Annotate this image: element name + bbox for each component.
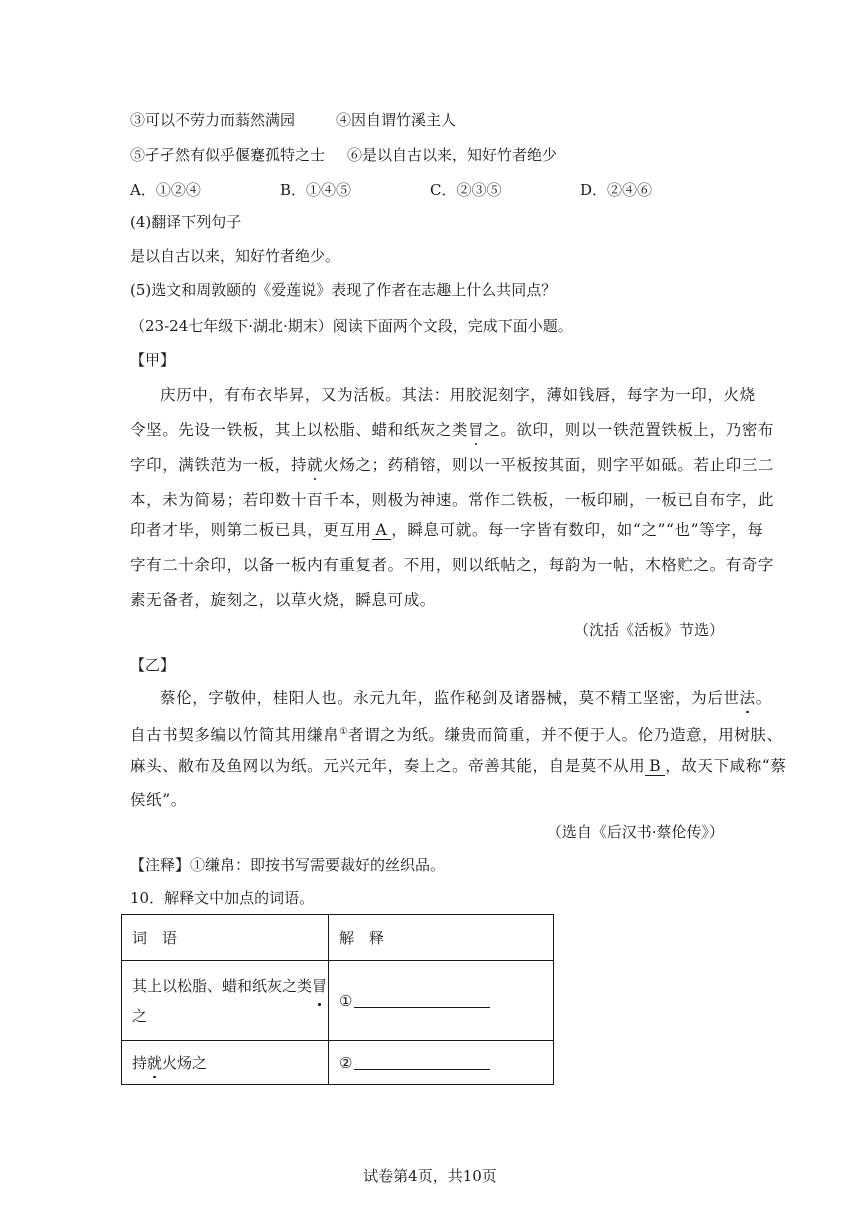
blank-b: B (645, 757, 665, 776)
choice-b[interactable]: B．①④⑤ (280, 181, 352, 199)
option-line-3: ③可以不劳力而蓊然满园 (130, 111, 296, 129)
passage-jia-line-6: 字有二十余印，以备一板内有重复者。不用，则以纸帖之，每韵为一帖，木格贮之。有奇字 (130, 556, 775, 574)
passage-yi-source: （选自《后汉书·蔡伦传》） (546, 823, 724, 841)
answer-cell-2[interactable]: ② (329, 1041, 554, 1085)
note-marker: ① (339, 727, 348, 737)
header-explain: 解 释 (329, 915, 554, 961)
header-term: 词 语 (122, 915, 329, 961)
option-line-4: ④因自谓竹溪主人 (336, 111, 457, 129)
passage-yi-label: 【乙】 (130, 656, 176, 674)
page-footer: 试卷第4页，共10页 (363, 1167, 497, 1185)
passage-jia-line-5: 印者才毕，则第二板已具，更互用 A ，瞬息可就。每一字皆有数印，如“之”“也”等字，每 (130, 521, 764, 539)
passage-yi-line-2: 自古书契多编以竹简其用缣帛①者谓之为纸。缣贵而简重，并不便于人。伦乃造意，用树肤、 (130, 726, 783, 745)
q10-heading: 10．解释文中加点的词语。 (130, 889, 315, 907)
table-row (122, 961, 554, 1041)
term-cell-2: 持就火炀之 (122, 1041, 329, 1085)
choice-d[interactable]: D．②④⑥ (580, 181, 653, 199)
passage-jia-line-4: 本，未为简易；若印数十百千本，则极为神速。常作二铁板，一板印刷，一板已自布字，此 (130, 491, 775, 509)
passage-yi-line-3: 麻头、敝布及鱼网以为纸。元兴元年，奏上之。帝善其能，自是莫不从用 B ，故天下咸称“蔡 (130, 757, 787, 775)
passage-jia-line-7: 素无备者，旋刻之，以草火烧，瞬息可成。 (130, 591, 436, 609)
q4-heading: (4)翻译下列句子 (130, 213, 242, 231)
passage-jia-source: （沈括《活板》节选） (573, 621, 724, 639)
dotted-word-jiu: 就 (307, 456, 324, 474)
vocab-table (121, 914, 554, 1085)
answer-cell-1[interactable]: ① (329, 961, 554, 1041)
dotted-word-fa: 法 (739, 689, 756, 707)
passage-jia-label: 【甲】 (130, 351, 176, 369)
answer-line-2[interactable] (354, 1055, 490, 1070)
table-row (122, 1041, 554, 1085)
blank-a: A (372, 521, 392, 540)
section-intro: （23-24七年级下·湖北·期末）阅读下面两个文段，完成下面小题。 (130, 317, 573, 335)
passage-jia-line-3: 字印，满铁范为一板，持就火炀之；药稍镕，则以一平板按其面，则字平如砥。若止印三二 (130, 456, 775, 474)
table-header-row (122, 915, 554, 961)
term-cell-1: 其上以松脂、蜡和纸灰之类冒 之 (122, 961, 329, 1041)
option-line-5: ⑤孑孑然有似乎偃蹇孤特之士 (130, 146, 326, 164)
passage-jia-line-1: 庆历中，有布衣毕昇，又为活板。其法：用胶泥刻字，薄如钱唇，每字为一印，火烧 (160, 386, 756, 404)
annotation-note: 【注释】①缣帛：即按书写需要裁好的丝织品。 (130, 856, 446, 874)
choice-c[interactable]: C．②③⑤ (430, 181, 502, 199)
passage-jia-line-2: 令坚。先设一铁板，其上以松脂、蜡和纸灰之类冒之。欲印，则以一铁范置铁板上，乃密布 (130, 421, 775, 439)
q5-heading: (5)选文和周敦颐的《爱莲说》表现了作者在志趣上什么共同点？ (130, 281, 557, 299)
q4-sentence: 是以自古以来，知好竹者绝少。 (130, 247, 341, 265)
answer-line-1[interactable] (354, 993, 490, 1008)
passage-yi-line-1: 蔡伦，字敬仲，桂阳人也。永元九年，监作秘剑及诸器械，莫不精工坚密，为后世法。 (160, 689, 772, 707)
option-line-6: ⑥是以自古以来，知好竹者绝少 (347, 146, 558, 164)
dotted-word-mao: 冒 (468, 421, 485, 439)
passage-yi-line-4: 侯纸”。 (130, 791, 187, 809)
choice-a[interactable]: A．①②④ (130, 181, 201, 199)
